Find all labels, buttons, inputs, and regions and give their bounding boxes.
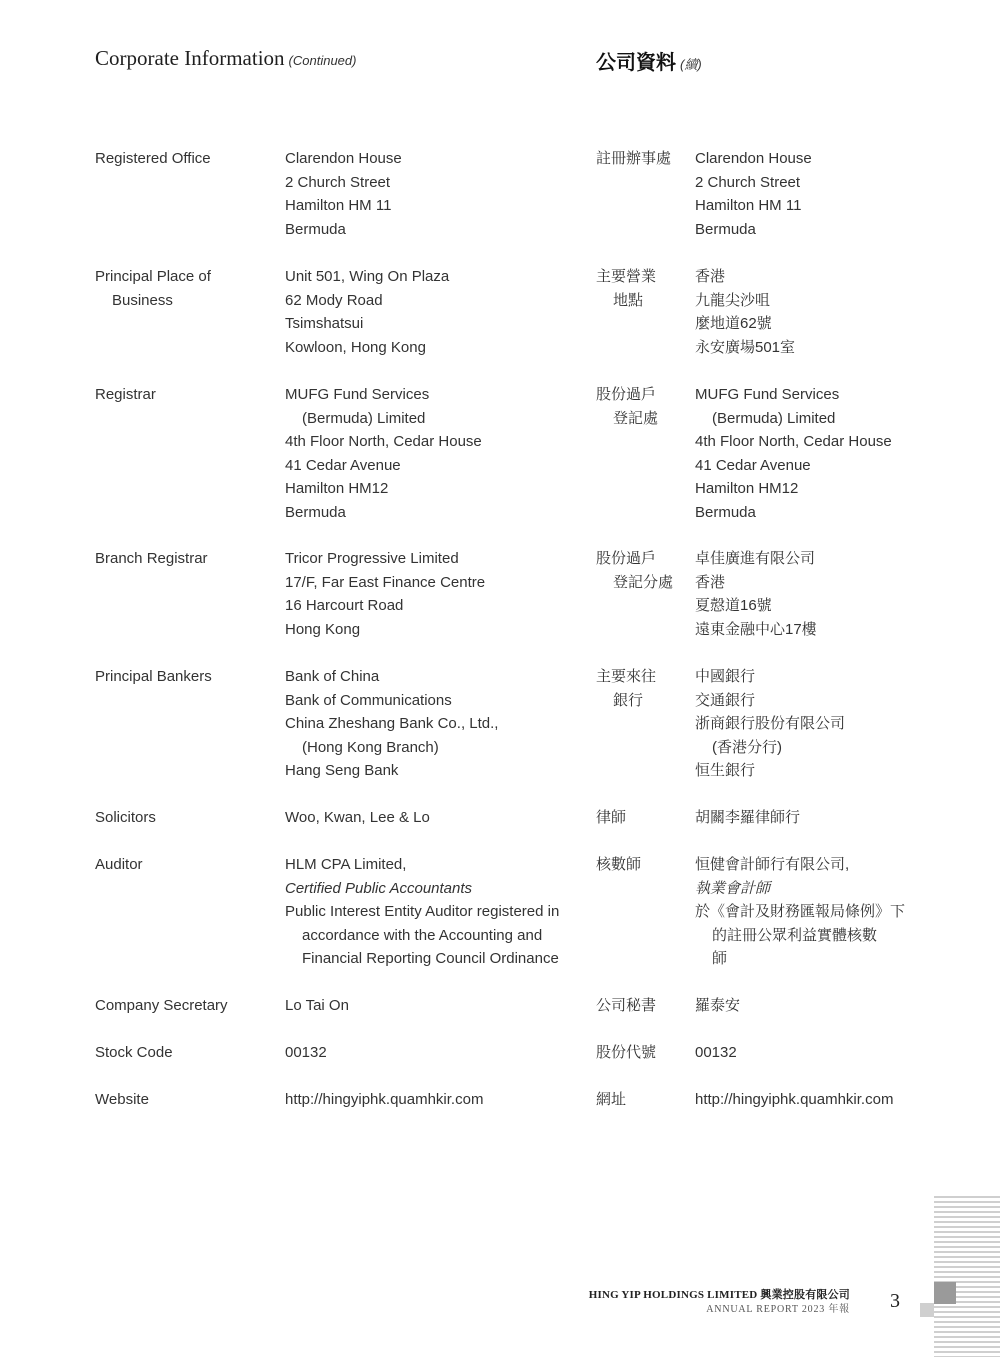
value-zh-line: 香港 (695, 268, 726, 285)
label-zh (596, 1041, 691, 1065)
label-zh-line: 股份過戶 (596, 550, 657, 567)
label-en-line: Registered Office (95, 150, 211, 167)
label-zh-line: 地點 (613, 291, 644, 309)
decorative-stripes (934, 1196, 1000, 1357)
value-zh-line: (香港分行) (712, 738, 782, 756)
continued-zh: (續) (680, 57, 702, 72)
label-en-line: Stock Code (95, 1044, 173, 1061)
label-zh (596, 853, 691, 877)
value-en-line: China Zheshang Bank Co., Ltd., (285, 715, 499, 733)
label-en-line: Branch Registrar (95, 550, 208, 567)
value-zh-line: 執業會計師 (695, 879, 771, 897)
value-en-line: Unit 501, Wing On Plaza (285, 268, 450, 285)
value-en (285, 1088, 585, 1112)
value-en-line: Kowloon, Hong Kong (285, 338, 426, 356)
value-en-line: HLM CPA Limited, (285, 856, 407, 873)
value-zh (695, 383, 925, 525)
value-zh-line: 香港 (695, 573, 726, 591)
value-zh-line: 胡關李羅律師行 (695, 809, 801, 826)
label-zh-line: 核數師 (596, 856, 642, 873)
value-en-line: Hamilton HM 11 (285, 197, 392, 215)
value-zh-line: 41 Cedar Avenue (695, 456, 811, 474)
value-en-line: Bermuda (285, 503, 346, 521)
label-zh (596, 383, 691, 430)
value-zh (695, 1041, 925, 1065)
value-zh-line: Hamilton HM12 (695, 480, 799, 498)
label-zh-line: 網址 (596, 1091, 627, 1108)
value-zh-line: Bermuda (695, 503, 756, 521)
value-en-line: Public Interest Entity Auditor registered in (285, 903, 560, 921)
value-zh-line: 4th Floor North, Cedar House (695, 433, 892, 451)
page-title-zh (596, 46, 702, 75)
value-en-line: 17/F, Far East Finance Centre (285, 573, 486, 591)
value-en (285, 1041, 585, 1065)
page-number: 3 (890, 1290, 900, 1312)
label-zh (596, 806, 691, 830)
label-en (95, 1041, 280, 1065)
label-zh (596, 994, 691, 1018)
label-zh-line: 銀行 (613, 691, 644, 709)
value-en-line: Hang Seng Bank (285, 762, 399, 780)
value-en (285, 383, 585, 525)
value-en-line: (Hong Kong Branch) (302, 738, 439, 756)
value-zh-line: 的註冊公眾利益實體核數 (712, 926, 878, 944)
value-en (285, 547, 585, 641)
label-zh-line: 註冊辦事處 (596, 150, 672, 167)
value-zh-line: 中國銀行 (695, 668, 756, 685)
label-zh (596, 1088, 691, 1112)
label-zh-line: 股份過戶 (596, 386, 657, 403)
label-zh-line: 律師 (596, 809, 627, 826)
value-en-line: Hamilton HM12 (285, 480, 389, 498)
value-en-line: Tricor Progressive Limited (285, 550, 459, 567)
label-en-line: Solicitors (95, 809, 156, 826)
value-zh-line: 恒健會計師行有限公司, (695, 856, 850, 873)
value-zh-line: 夏慤道16號 (695, 597, 772, 615)
value-zh-line: Clarendon House (695, 150, 812, 167)
label-en-line: Registrar (95, 386, 156, 403)
label-en (95, 994, 280, 1018)
label-zh (596, 547, 691, 594)
value-zh (695, 547, 925, 641)
value-zh-line: Bermuda (695, 220, 756, 238)
value-en-line: (Bermuda) Limited (302, 409, 426, 427)
value-en-line: Bermuda (285, 220, 346, 238)
label-zh (596, 265, 691, 312)
value-zh (695, 665, 925, 783)
value-zh-line: (Bermuda) Limited (712, 409, 836, 427)
value-en-line: 62 Mody Road (285, 291, 383, 309)
label-en-line: Auditor (95, 856, 143, 873)
value-zh-line: 九龍尖沙咀 (695, 291, 771, 309)
value-zh-line: 於《會計及財務匯報局條例》下 (695, 903, 906, 921)
continued-en: (Continued) (288, 53, 357, 68)
label-en (95, 547, 280, 571)
label-zh (596, 665, 691, 712)
value-en (285, 265, 585, 359)
label-en-line: Business (112, 291, 173, 309)
website-link-en[interactable]: http://hingyiphk.quamhkir.com (285, 1091, 484, 1108)
value-zh-line: 00132 (695, 1044, 737, 1061)
value-en (285, 994, 585, 1018)
value-en (285, 853, 585, 971)
value-zh (695, 806, 925, 830)
footer-report-title: ANNUAL REPORT 2023 年報 (706, 1304, 850, 1315)
label-en (95, 1088, 280, 1112)
value-en-line: 00132 (285, 1044, 327, 1061)
value-zh-line: 永安廣場501室 (695, 338, 796, 356)
value-zh-line: 浙商銀行股份有限公司 (695, 715, 846, 733)
label-en-line: Website (95, 1091, 149, 1108)
value-en-line: Certified Public Accountants (285, 879, 473, 897)
title-zh-text: 公司資料 (596, 50, 676, 74)
value-en (285, 806, 585, 830)
value-zh-line: MUFG Fund Services (695, 386, 840, 403)
label-zh-line: 主要來往 (596, 668, 657, 685)
value-zh-line: 遠東金融中心17樓 (695, 620, 817, 638)
label-en-line: Principal Place of (95, 268, 211, 285)
label-en (95, 265, 280, 312)
title-en-text: Corporate Information (95, 46, 285, 70)
label-en (95, 147, 280, 171)
footer-company-name: HING YIP HOLDINGS LIMITED 興業控股有限公司 (588, 1289, 850, 1301)
value-en-line: Lo Tai On (285, 997, 349, 1014)
value-zh-line: 恒生銀行 (695, 762, 756, 780)
value-zh-line: 師 (712, 950, 728, 968)
value-en-line: Financial Reporting Council Ordinance (302, 950, 559, 968)
label-zh (596, 147, 691, 171)
decorative-square-dark (934, 1282, 956, 1304)
value-en-line: 41 Cedar Avenue (285, 456, 401, 474)
value-zh (695, 853, 925, 971)
value-en-line: 2 Church Street (285, 173, 391, 191)
value-zh-line: 麼地道62號 (695, 315, 772, 333)
value-zh-line: Hamilton HM 11 (695, 197, 802, 215)
value-en-line: Clarendon House (285, 150, 402, 167)
label-zh-line: 股份代號 (596, 1044, 657, 1061)
label-en (95, 806, 280, 830)
value-zh-line: 2 Church Street (695, 173, 801, 191)
label-zh-line: 登記分處 (613, 573, 674, 591)
label-zh-line: 登記處 (613, 409, 659, 427)
value-zh (695, 147, 925, 241)
value-en-line: Tsimshatsui (285, 315, 364, 333)
value-zh (695, 265, 925, 359)
value-en-line: MUFG Fund Services (285, 386, 430, 403)
page-title-en (95, 46, 356, 71)
value-en (285, 147, 585, 241)
value-en-line: Woo, Kwan, Lee & Lo (285, 809, 430, 826)
value-zh-line: 交通銀行 (695, 691, 756, 709)
value-zh-line: 卓佳廣進有限公司 (695, 550, 816, 567)
value-zh (695, 994, 925, 1018)
value-en-line: Bank of China (285, 668, 380, 685)
label-en (95, 383, 280, 407)
value-en-line: 16 Harcourt Road (285, 597, 404, 615)
decorative-square-light (920, 1303, 934, 1317)
value-en-line: accordance with the Accounting and (302, 926, 543, 944)
label-en (95, 665, 280, 689)
label-en-line: Principal Bankers (95, 668, 212, 685)
value-en-line: 4th Floor North, Cedar House (285, 433, 482, 451)
label-zh-line: 公司秘書 (596, 997, 657, 1014)
label-zh-line: 主要營業 (596, 268, 657, 285)
label-en (95, 853, 280, 877)
value-en-line: Bank of Communications (285, 691, 452, 709)
value-en (285, 665, 585, 783)
value-en-line: Hong Kong (285, 620, 361, 638)
label-en-line: Company Secretary (95, 997, 228, 1014)
value-zh-line: 羅泰安 (695, 997, 741, 1014)
value-zh (695, 1088, 925, 1112)
website-link-zh[interactable]: http://hingyiphk.quamhkir.com (695, 1091, 894, 1108)
